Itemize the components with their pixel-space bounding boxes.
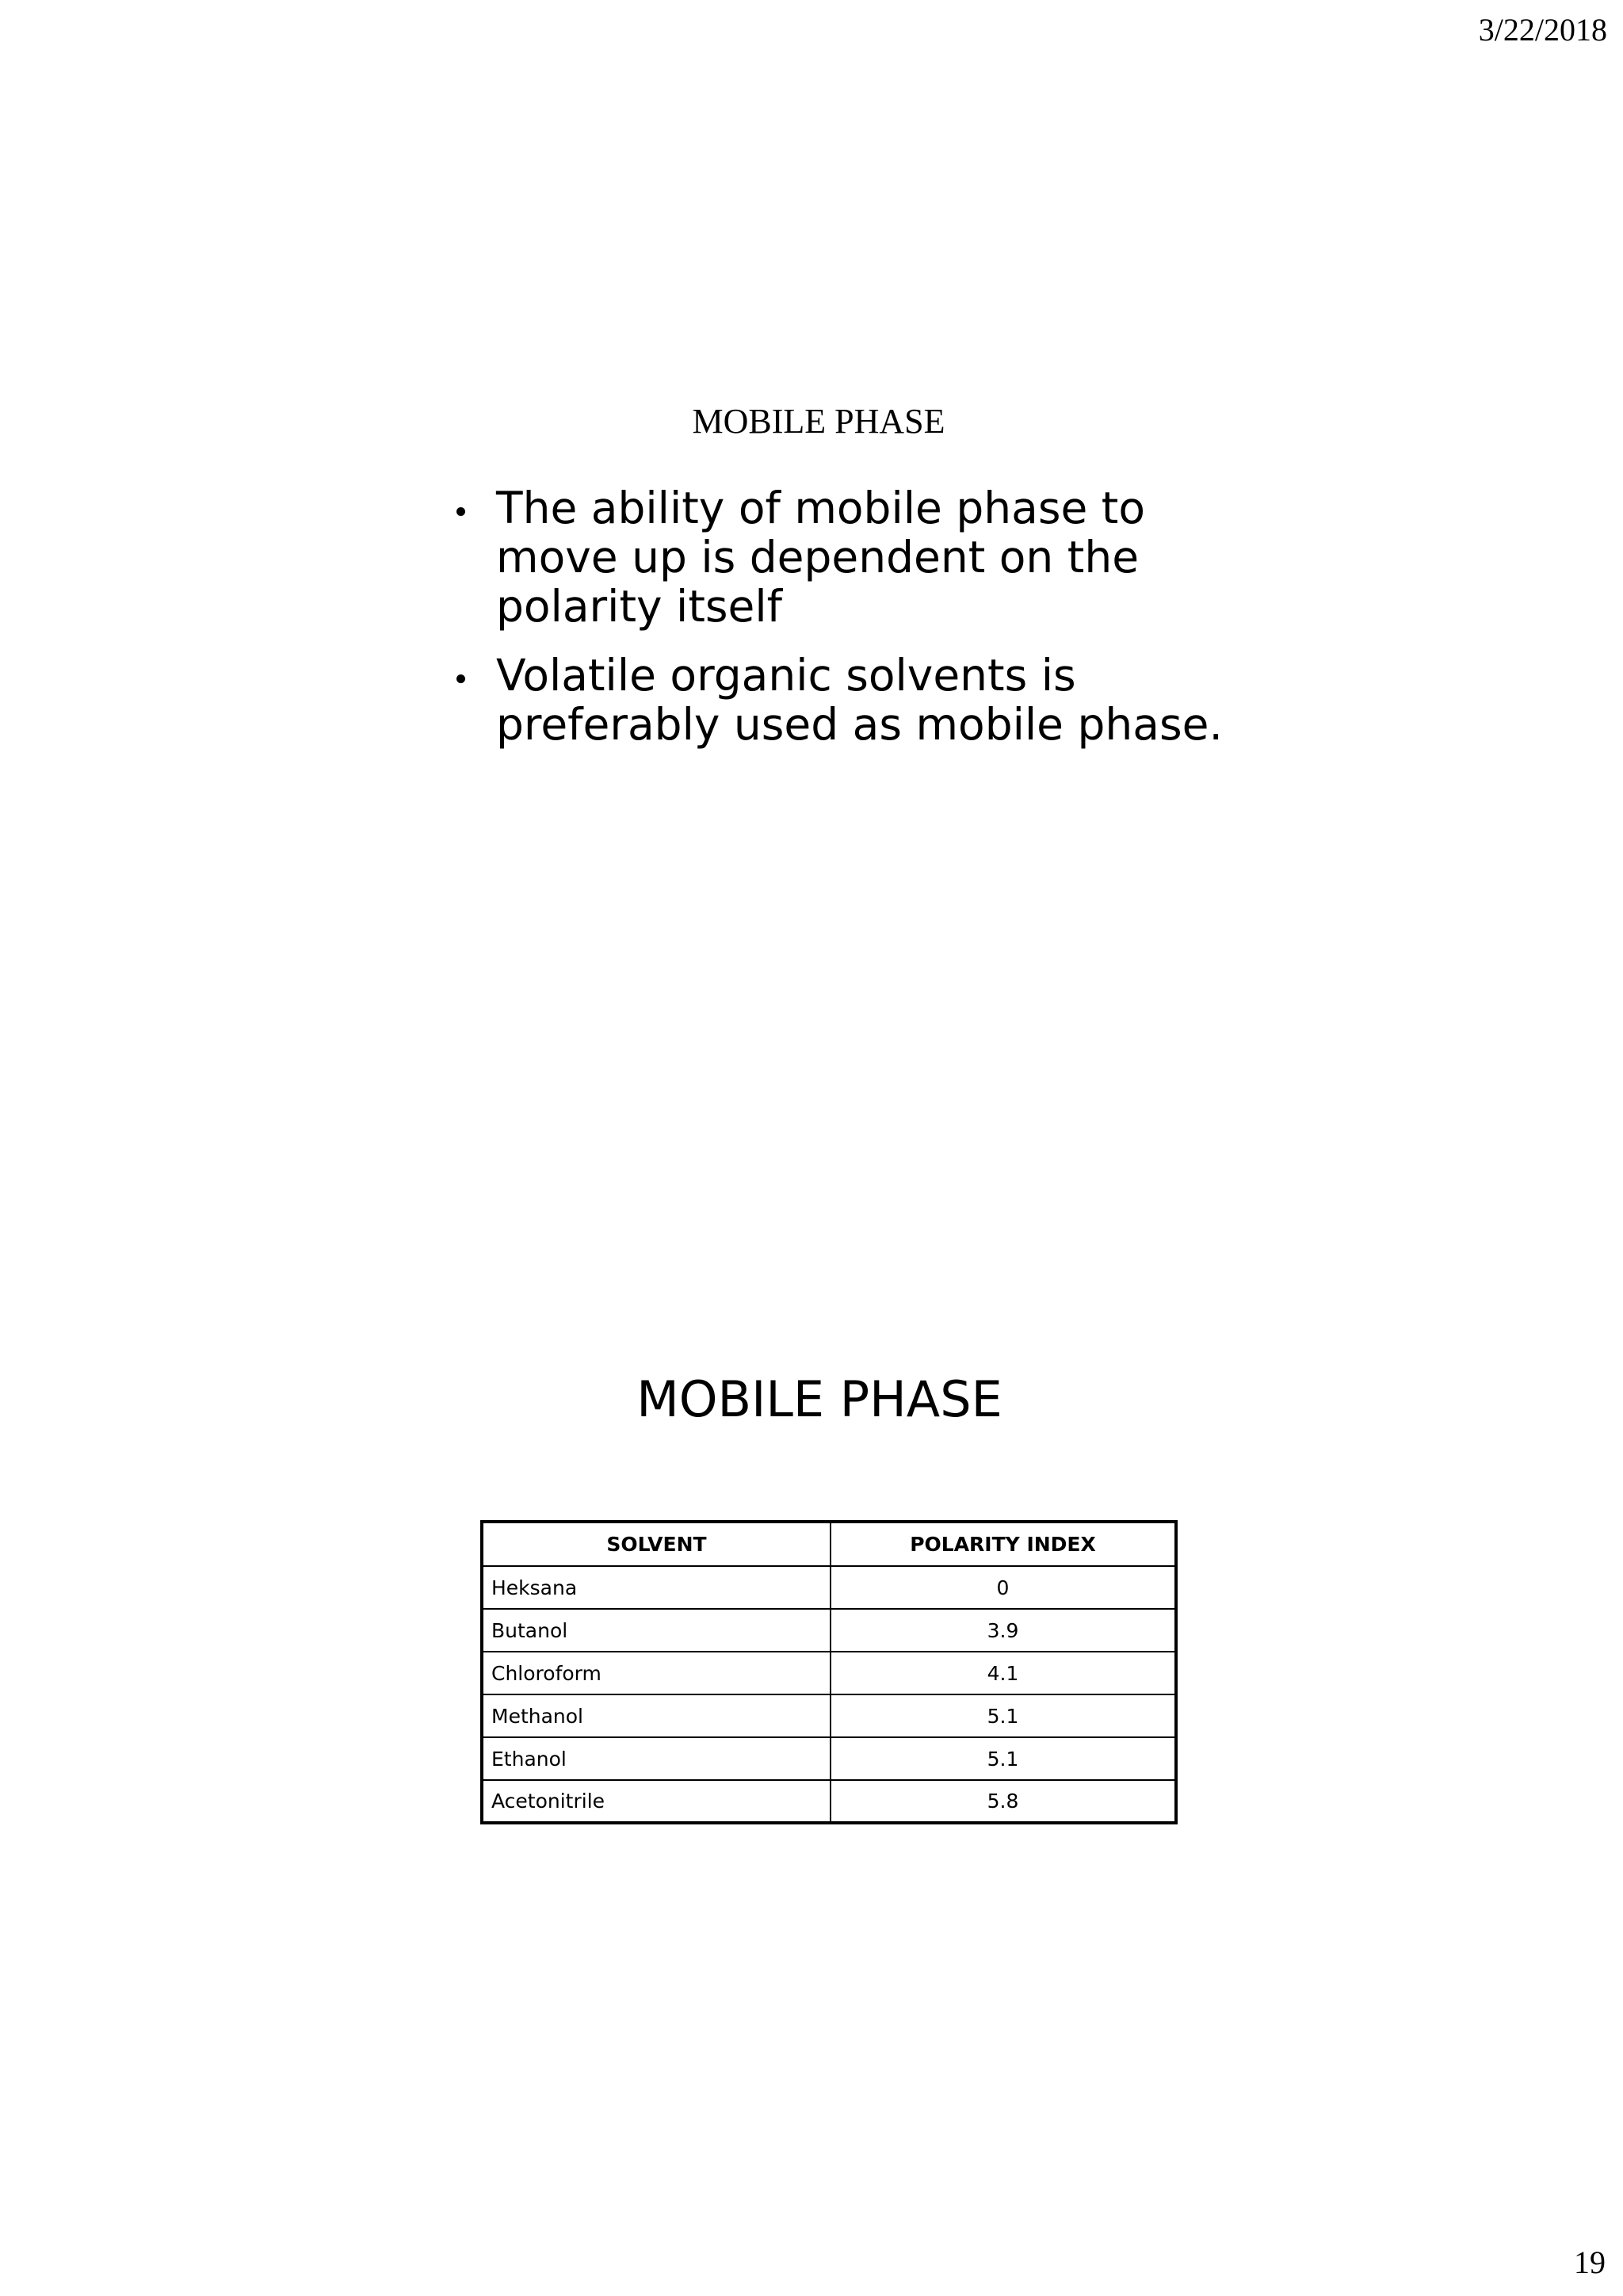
polarity-cell: 5.1 xyxy=(831,1694,1176,1737)
polarity-cell: 5.8 xyxy=(831,1780,1176,1823)
solvent-cell: Chloroform xyxy=(482,1652,831,1694)
polarity-table xyxy=(480,1520,1178,1824)
bullet-text: The ability of mobile phase to move up is dependent on the polarity itself xyxy=(496,483,1146,632)
polarity-cell: 0 xyxy=(831,1566,1176,1609)
table-row xyxy=(482,1737,1176,1780)
table-row xyxy=(482,1694,1176,1737)
polarity-cell: 3.9 xyxy=(831,1609,1176,1652)
solvent-cell: Methanol xyxy=(482,1694,831,1737)
polarity-cell: 5.1 xyxy=(831,1737,1176,1780)
solvent-cell: Heksana xyxy=(482,1566,831,1609)
bullet-text: Volatile organic solvents is preferably used as mobile phase. xyxy=(496,650,1223,750)
column-header-solvent: SOLVENT xyxy=(482,1522,831,1566)
table-header-row xyxy=(482,1522,1176,1566)
bullet-item xyxy=(452,483,1244,631)
solvent-cell: Ethanol xyxy=(482,1737,831,1780)
page-number: 19 xyxy=(1574,2244,1606,2280)
table-row xyxy=(482,1780,1176,1823)
bullet-item xyxy=(452,651,1244,749)
solvent-cell: Acetonitrile xyxy=(482,1780,831,1823)
bullet-dot-icon xyxy=(456,507,465,516)
slide-title: MOBILE PHASE xyxy=(636,1370,1002,1428)
slide-title: MOBILE PHASE xyxy=(692,402,945,441)
bullet-dot-icon xyxy=(456,674,465,683)
solvent-cell: Butanol xyxy=(482,1609,831,1652)
page-date: 3/22/2018 xyxy=(1478,12,1607,48)
table-row xyxy=(482,1566,1176,1609)
table-row xyxy=(482,1609,1176,1652)
table-row xyxy=(482,1652,1176,1694)
polarity-cell: 4.1 xyxy=(831,1652,1176,1694)
bullet-list xyxy=(452,483,1244,769)
column-header-polarity-index: POLARITY INDEX xyxy=(831,1522,1176,1566)
